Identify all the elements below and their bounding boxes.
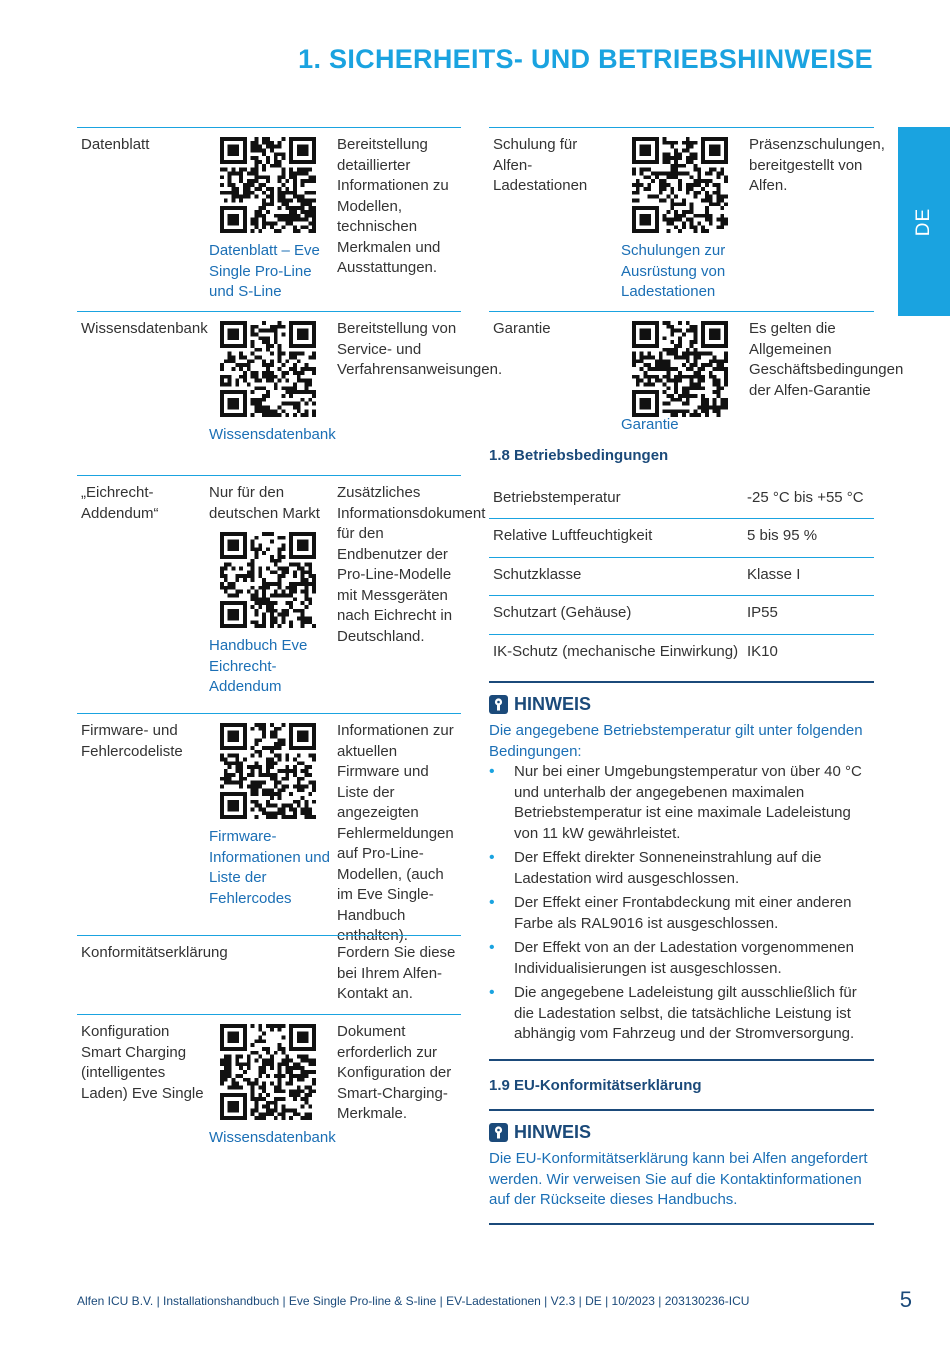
row-description: Bereitstellung von Service- und Verfahrensanweisungen. (337, 320, 503, 378)
row-note: Nur für den deutschen Markt (209, 484, 320, 522)
condition-key: Schutzart (Gehäuse) (493, 604, 632, 622)
info-key-icon (489, 695, 508, 714)
condition-value: Klasse I (747, 565, 801, 583)
list-item: • Die angegebene Ladeleistung gilt ausschließlich für die Ladestation selbst, die tatsächliche Leistung ist abhängig vom Fahrzeug und der Stromversorgung. (489, 983, 874, 1045)
operating-conditions-table (489, 481, 874, 674)
row-label: Firmware- und Fehlercodeliste (81, 722, 183, 760)
table-row (77, 311, 503, 475)
qr-code[interactable] (220, 532, 316, 628)
qr-caption-link[interactable]: Garantie (621, 416, 679, 433)
qr-caption-link[interactable]: Firmware-Informationen und Liste der Fehlercodes (209, 828, 330, 907)
row-description: Es gelten die Allgemeinen Geschäftsbedingungen der Alfen-Garantie (749, 320, 904, 399)
table-row (489, 127, 885, 311)
row-description: Fordern Sie diese bei Ihrem Alfen-Kontakt an. (337, 944, 456, 1002)
condition-value: 5 bis 95 % (747, 527, 818, 545)
page-title: 1. SICHERHEITS- UND BETRIEBSHINWEISE (298, 44, 873, 74)
row-label: Garantie (493, 320, 551, 337)
list-item: • Der Effekt einer Frontabdeckung mit einer anderen Farbe als RAL9016 ist ausgeschlossen. (489, 893, 874, 934)
hint-box-eu-declaration (489, 1121, 874, 1225)
table-row (489, 481, 874, 520)
language-tab (898, 127, 950, 316)
table-row (489, 635, 874, 674)
qr-caption-link[interactable]: Schulungen zur Ausrüstung von Ladestationen (621, 242, 726, 300)
qr-caption-link[interactable]: Handbuch Eve Eichrecht-Addendum (209, 637, 308, 695)
hint-bullet-list (489, 762, 874, 1045)
table-row (77, 713, 461, 944)
language-tab-label: DE (912, 207, 934, 236)
row-label: Schulung für Alfen-Ladestationen (493, 136, 588, 194)
row-description: Präsenzschulungen, bereitgestellt von Alfen. (749, 136, 885, 194)
section-heading-operating-conditions: 1.8 Betriebsbedingungen (489, 447, 669, 464)
row-description: Informationen zur aktuellen Firmware und Liste der angezeigten Fehlermeldungen auf Pro-Line-Modellen, (auch im Eve Single-Handbuch enthalten). (337, 722, 454, 944)
row-label: Datenblatt (81, 136, 150, 153)
hint-heading (489, 1121, 874, 1143)
hint-heading (489, 693, 874, 715)
row-label: Wissensdatenbank (81, 320, 208, 337)
row-label: Konfiguration Smart Charging (intelligentes Laden) Eve Single (81, 1023, 204, 1102)
list-item: • Nur bei einer Umgebungstemperatur von über 40 °C und unterhalb der angegebenen maximalen Betriebstemperatur ist eine maximale Ladeleistung von 11 kW gewährleistet. (489, 762, 874, 844)
condition-value: IP55 (747, 604, 778, 622)
qr-code[interactable] (220, 137, 316, 233)
qr-caption-link[interactable]: Wissensdatenbank (209, 426, 336, 443)
list-item: • Der Effekt direkter Sonneneinstrahlung auf die Ladestation wird ausgeschlossen. (489, 848, 874, 889)
list-item: • Der Effekt von an der Ladestation vorgenommenen Individualisierungen ist ausgeschlossen. (489, 938, 874, 979)
row-label: Konformitätserklärung (81, 944, 228, 961)
qr-code[interactable] (220, 321, 316, 417)
qr-code[interactable] (632, 137, 728, 233)
section-heading-eu-declaration: 1.9 EU-Konformitätserklärung (489, 1076, 874, 1112)
row-description: Zusätzliches Informationsdokument für den Endbenutzer der Pro-Line-Modelle mit Messgeräten nach Eichrecht in Deutschland. (337, 484, 486, 645)
hint-heading-text: HINWEIS (514, 694, 592, 715)
condition-key: Schutzklasse (493, 565, 582, 583)
table-row (77, 127, 461, 311)
condition-key: Betriebstemperatur (493, 488, 621, 506)
table-row (489, 311, 904, 471)
table-row (489, 519, 874, 558)
qr-caption-link[interactable]: Wissensdatenbank (209, 1129, 336, 1146)
hint-intro-text: Die angegebene Betriebstemperatur gilt unter folgenden Bedingungen: (489, 722, 863, 760)
table-row (77, 935, 461, 1014)
info-key-icon (489, 1123, 508, 1142)
table-row (489, 558, 874, 597)
qr-code[interactable] (220, 723, 316, 819)
table-row (77, 475, 486, 713)
footer-text: Alfen ICU B.V. | Installationshandbuch | Eve Single Pro-line & S-line | EV-Ladestationen | V2.3 | DE | 10/2023 | 203130236-ICU (77, 1294, 750, 1308)
page-number: 5 (899, 1287, 912, 1312)
qr-caption-link[interactable]: Datenblatt – Eve Single Pro-Line und S-Line (209, 242, 320, 300)
documents-table-left (77, 127, 503, 1174)
row-description: Dokument erforderlich zur Konfiguration der Smart-Charging-Merkmale. (337, 1023, 452, 1122)
hint-box-temperature (489, 681, 874, 1061)
condition-key: Relative Luftfeuchtigkeit (493, 527, 653, 545)
row-label: „Eichrecht-Addendum“ (81, 484, 159, 522)
qr-code[interactable] (220, 1024, 316, 1120)
hint-heading-text: HINWEIS (514, 1122, 592, 1143)
condition-value: -25 °C bis +55 °C (747, 488, 864, 506)
row-description: Bereitstellung detaillierter Informationen zu Modellen, technischen Merkmalen und Ausstattungen. (337, 136, 449, 276)
right-column (489, 127, 904, 1225)
qr-code[interactable] (632, 321, 728, 417)
table-row (489, 596, 874, 635)
condition-value: IK10 (747, 642, 778, 660)
condition-key: IK-Schutz (mechanische Einwirkung) (493, 642, 739, 660)
hint-body-text: Die EU-Konformitätserklärung kann bei Alfen angefordert werden. Wir verweisen Sie auf die Kontaktinformationen auf der Rückseite dieses Handbuchs. (489, 1150, 868, 1209)
table-row (77, 1014, 461, 1174)
